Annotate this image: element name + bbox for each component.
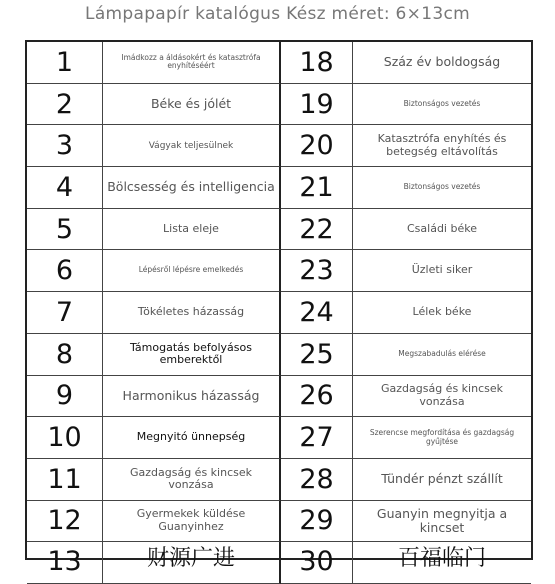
item-number: 29: [281, 501, 353, 543]
item-description: Tündér pénzt szállít: [353, 459, 531, 501]
item-number: 19: [281, 84, 353, 126]
item-description: Tökéletes házasság: [103, 292, 281, 334]
item-description: Lélek béke: [353, 292, 531, 334]
item-number: 24: [281, 292, 353, 334]
item-number: 5: [27, 209, 103, 251]
item-number: 20: [281, 125, 353, 167]
item-number: 7: [27, 292, 103, 334]
item-number: 25: [281, 334, 353, 376]
item-description: Biztonságos vezetés: [353, 84, 531, 126]
item-number: 22: [281, 209, 353, 251]
item-description: Megnyitó ünnepség: [103, 417, 281, 459]
item-description: Harmonikus házasság: [103, 376, 281, 418]
item-description: Béke és jólét: [103, 84, 281, 126]
item-number: 28: [281, 459, 353, 501]
item-description: Guanyin megnyitja a kincset: [353, 501, 531, 543]
item-number: 11: [27, 459, 103, 501]
item-number: 23: [281, 250, 353, 292]
item-description: Szerencse megfordítása és gazdagság gyűjtése: [353, 417, 531, 459]
item-number: 10: [27, 417, 103, 459]
item-number: 8: [27, 334, 103, 376]
item-number: 18: [281, 42, 353, 84]
catalog-table: [25, 40, 533, 578]
item-number: 2: [27, 84, 103, 126]
item-number: 4: [27, 167, 103, 209]
item-number: 9: [27, 376, 103, 418]
item-description: 百福临门: [353, 542, 531, 584]
item-description: Gazdagság és kincsek vonzása: [353, 376, 531, 418]
item-number: 12: [27, 501, 103, 543]
item-number: 13: [27, 542, 103, 584]
item-description: Vágyak teljesülnek: [103, 125, 281, 167]
item-description: Imádkozz a áldásokért és katasztrófa enyhítéséért: [103, 42, 281, 84]
item-description: 财源广进: [103, 542, 281, 584]
item-description: Megszabadulás elérése: [353, 334, 531, 376]
item-description: Katasztrófa enyhítés és betegség eltávolítás: [353, 125, 531, 167]
item-description: Lépésről lépésre emelkedés: [103, 250, 281, 292]
item-description: Üzleti siker: [353, 250, 531, 292]
item-number: 26: [281, 376, 353, 418]
item-description: Száz év boldogság: [353, 42, 531, 84]
item-description: Gyermekek küldése Guanyinhez: [103, 501, 281, 543]
item-number: 21: [281, 167, 353, 209]
item-number: 3: [27, 125, 103, 167]
item-description: Támogatás befolyásos emberektől: [103, 334, 281, 376]
item-description: Gazdagság és kincsek vonzása: [103, 459, 281, 501]
item-number: 30: [281, 542, 353, 584]
item-description: Családi béke: [353, 209, 531, 251]
item-number: 6: [27, 250, 103, 292]
catalog-title: Lámpapapír katalógus Kész méret: 6×13cm: [85, 4, 470, 24]
item-number: 27: [281, 417, 353, 459]
item-description: Biztonságos vezetés: [353, 167, 531, 209]
item-number: 1: [27, 42, 103, 84]
item-description: Bölcsesség és intelligencia: [103, 167, 281, 209]
item-description: Lista eleje: [103, 209, 281, 251]
